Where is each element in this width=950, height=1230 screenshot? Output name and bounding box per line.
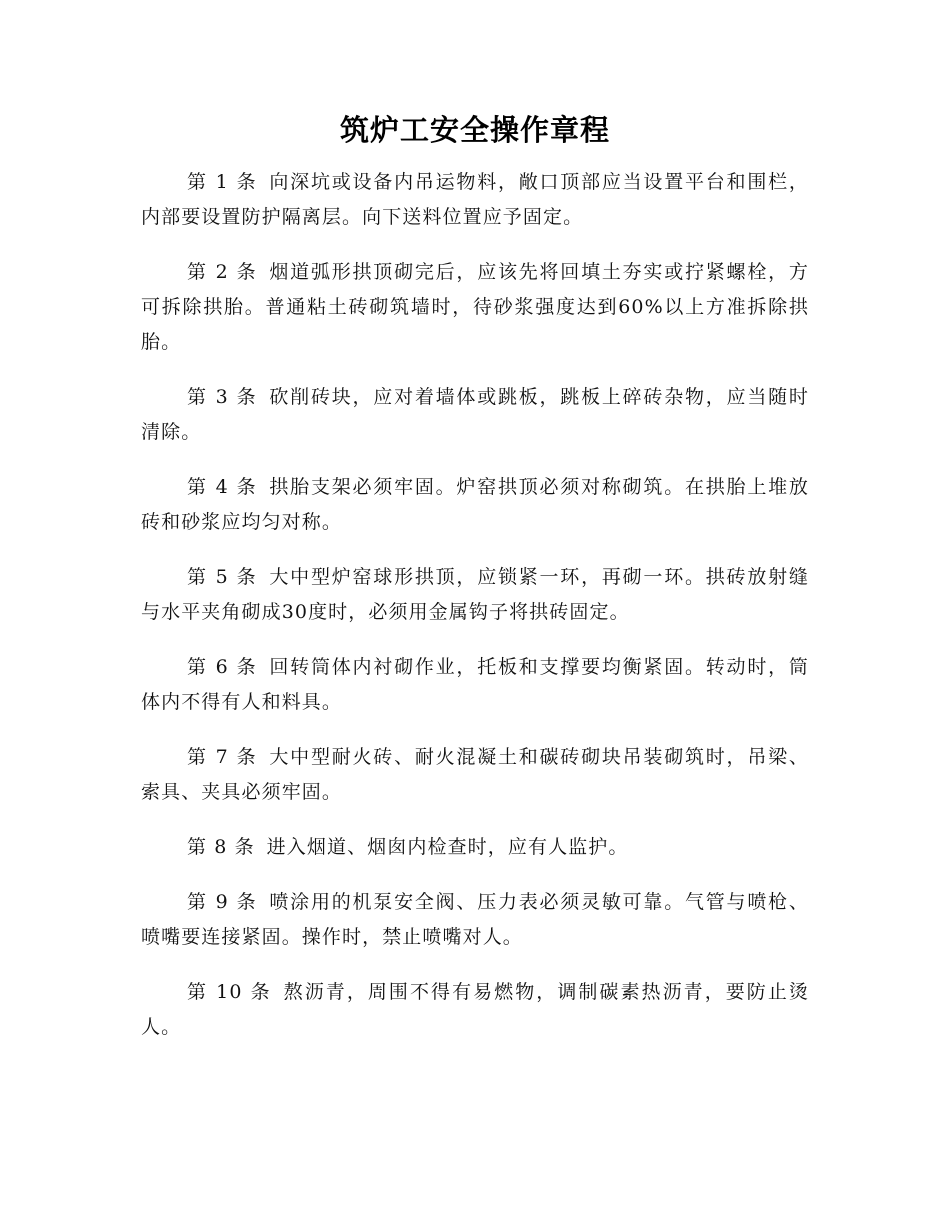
article-number: 第 9 条 bbox=[187, 891, 258, 913]
article-text: 烟道弧形拱顶砌完后，应该先将回填土夯实或拧紧螺栓，方可拆除拱胎。普通粘土砖砌筑墙时，待砂浆强度达到60%以上方准拆除拱胎。 bbox=[141, 261, 809, 353]
article-number: 第 2 条 bbox=[187, 261, 258, 283]
article-9 bbox=[141, 885, 809, 955]
article-text: 回转筒体内衬砌作业，托板和支撑要均衡紧固。转动时，筒体内不得有人和料具。 bbox=[141, 656, 809, 713]
article-list bbox=[141, 165, 809, 1065]
article-number: 第 7 条 bbox=[187, 746, 258, 768]
article-5 bbox=[141, 560, 809, 630]
article-text: 大中型耐火砖、耐火混凝土和碳砖砌块吊装砌筑时，吊梁、索具、夹具必须牢固。 bbox=[141, 746, 809, 803]
article-3 bbox=[141, 380, 809, 450]
article-2 bbox=[141, 255, 809, 360]
article-number: 第 4 条 bbox=[187, 476, 258, 498]
article-text: 进入烟道、烟囱内检查时，应有人监护。 bbox=[266, 836, 629, 858]
article-text: 砍削砖块，应对着墙体或跳板，跳板上碎砖杂物，应当随时清除。 bbox=[141, 386, 809, 443]
article-1 bbox=[141, 165, 809, 235]
article-number: 第 5 条 bbox=[187, 566, 258, 588]
article-text: 拱胎支架必须牢固。炉窑拱顶必须对称砌筑。在拱胎上堆放砖和砂浆应均匀对称。 bbox=[141, 476, 809, 533]
document-title: 筑炉工安全操作章程 bbox=[339, 113, 610, 147]
article-text: 喷涂用的机泵安全阀、压力表必须灵敏可靠。气管与喷枪、喷嘴要连接紧固。操作时，禁止喷嘴对人。 bbox=[141, 891, 809, 948]
article-7 bbox=[141, 740, 809, 810]
article-number: 第 8 条 bbox=[187, 836, 255, 858]
article-number: 第 1 条 bbox=[187, 171, 258, 193]
article-4 bbox=[141, 470, 809, 540]
article-text: 向深坑或设备内吊运物料，敞口顶部应当设置平台和围栏，内部要设置防护隔离层。向下送料位置应予固定。 bbox=[141, 171, 809, 228]
article-6 bbox=[141, 650, 809, 720]
article-text: 熬沥青，周围不得有易燃物，调制碳素热沥青，要防止烫人。 bbox=[141, 981, 809, 1038]
article-number: 第 6 条 bbox=[187, 656, 258, 678]
article-number: 第 3 条 bbox=[187, 386, 258, 408]
article-text: 大中型炉窑球形拱顶，应锁紧一环，再砌一环。拱砖放射缝与水平夹角砌成30度时，必须用金属钩子将拱砖固定。 bbox=[141, 566, 809, 623]
article-number: 第 10 条 bbox=[187, 981, 272, 1003]
article-10 bbox=[141, 975, 809, 1045]
article-8 bbox=[141, 830, 809, 865]
